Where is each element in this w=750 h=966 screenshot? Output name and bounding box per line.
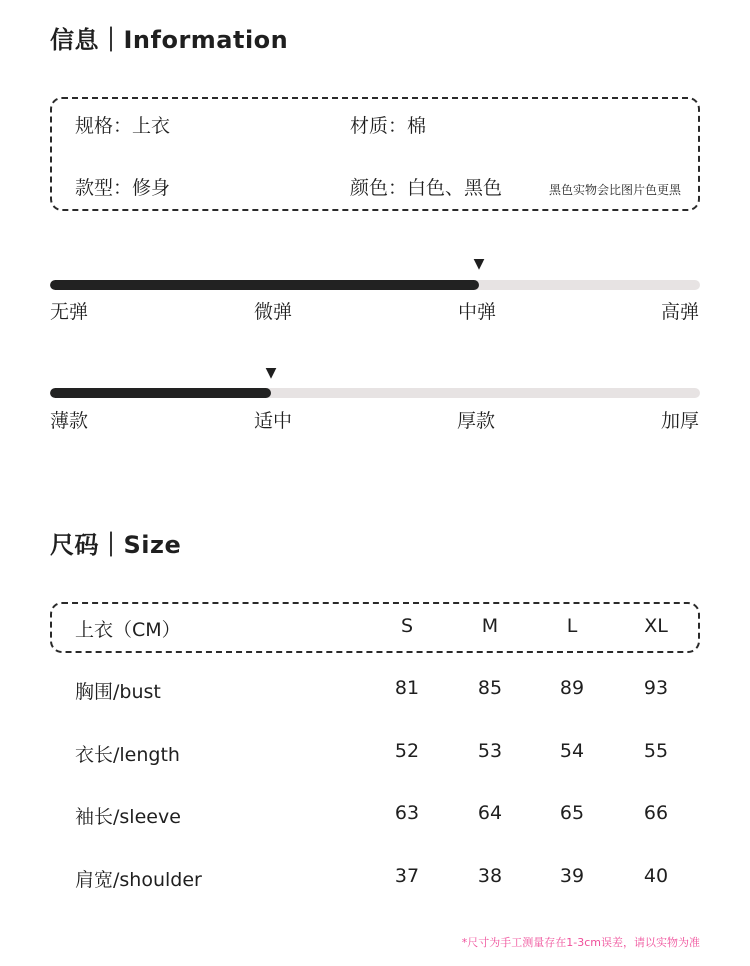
thickness-label-thin: 薄款 bbox=[50, 410, 89, 432]
measurement-footnote: *尺寸为手工测量存在1-3cm误差，请以实物为准 bbox=[461, 936, 700, 949]
elasticity-label-none: 无弹 bbox=[50, 301, 89, 323]
row-label-length: 衣长/length bbox=[75, 744, 180, 766]
color-text: 颜色：白色、黑色 bbox=[350, 177, 503, 199]
table-cell: 85 bbox=[477, 677, 503, 699]
thickness-track bbox=[50, 388, 700, 398]
table-cell: 39 bbox=[559, 865, 585, 887]
table-cell: 54 bbox=[559, 740, 585, 762]
table-cell: 93 bbox=[643, 677, 669, 699]
table-cell: 65 bbox=[559, 802, 585, 824]
table-cell: 63 bbox=[394, 802, 420, 824]
fit-text: 款型：修身 bbox=[75, 177, 171, 199]
thickness-label-moderate: 适中 bbox=[254, 410, 293, 432]
elasticity-fill bbox=[50, 280, 479, 290]
table-cell: 66 bbox=[643, 802, 669, 824]
table-cell: 53 bbox=[477, 740, 503, 762]
elasticity-label-slight: 微弹 bbox=[254, 301, 293, 323]
color-note: 黑色实物会比图片色更黑 bbox=[549, 183, 682, 197]
table-cell: 64 bbox=[477, 802, 503, 824]
table-cell: 40 bbox=[643, 865, 669, 887]
elasticity-marker-icon: ▼ bbox=[473, 256, 485, 272]
size-header-l: L bbox=[566, 615, 578, 637]
row-label-bust: 胸围/bust bbox=[75, 681, 161, 703]
row-label-sleeve: 袖长/sleeve bbox=[75, 806, 181, 828]
table-cell: 38 bbox=[477, 865, 503, 887]
elasticity-label-medium: 中弹 bbox=[458, 301, 497, 323]
table-cell: 89 bbox=[559, 677, 585, 699]
size-header-s: S bbox=[400, 615, 414, 637]
row-label-shoulder: 肩宽/shoulder bbox=[75, 869, 202, 891]
size-header-category: 上衣（CM） bbox=[75, 619, 181, 641]
thickness-label-thick: 厚款 bbox=[457, 410, 496, 432]
table-cell: 55 bbox=[643, 740, 669, 762]
spec-text: 规格：上衣 bbox=[75, 115, 171, 137]
size-section-title: 尺码｜Size bbox=[50, 531, 182, 559]
size-header-m: M bbox=[481, 615, 499, 637]
table-cell: 52 bbox=[394, 740, 420, 762]
table-cell: 81 bbox=[394, 677, 420, 699]
material-text: 材质：棉 bbox=[350, 115, 427, 137]
thickness-label-extra-thick: 加厚 bbox=[661, 410, 700, 432]
table-cell: 37 bbox=[394, 865, 420, 887]
info-section-title: 信息｜Information bbox=[50, 26, 289, 54]
thickness-marker-icon: ▼ bbox=[265, 365, 277, 381]
thickness-fill bbox=[50, 388, 271, 398]
elasticity-track bbox=[50, 280, 700, 290]
size-header-xl: XL bbox=[644, 615, 668, 637]
elasticity-label-high: 高弹 bbox=[661, 301, 700, 323]
